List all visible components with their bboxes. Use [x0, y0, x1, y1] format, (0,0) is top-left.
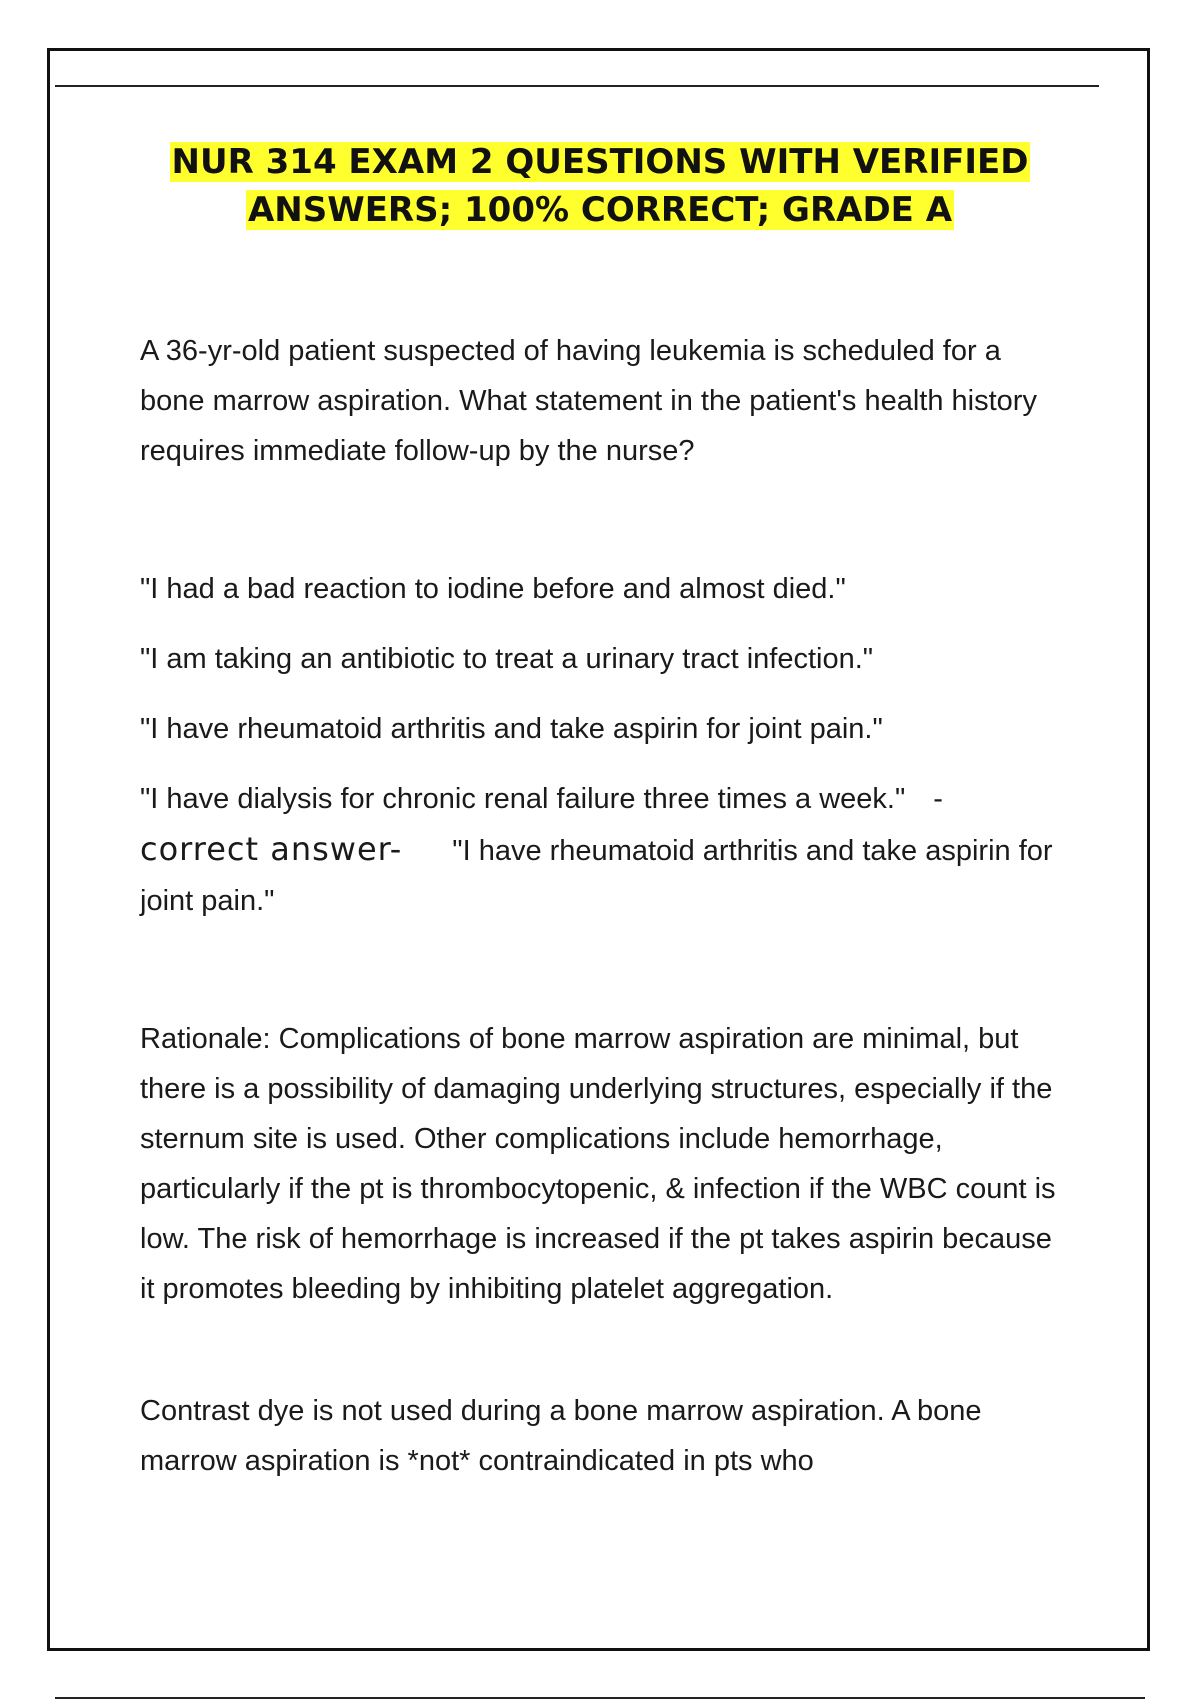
answer-option-4-with-answer — [140, 774, 1065, 926]
title-line-1: NUR 314 EXAM 2 QUESTIONS WITH VERIFIED — [171, 142, 1029, 182]
title-line-2: ANSWERS; 100% CORRECT; GRADE A — [247, 190, 953, 230]
answer-option-2: "I am taking an antibiotic to treat a urinary tract infection." — [140, 643, 874, 675]
question-text: A 36-yr-old patient suspected of having leukemia is scheduled for a bone marrow aspiration. What statement in the patient's health history requires immediate follow-up by the nurse? — [140, 335, 1037, 467]
header-rule — [55, 85, 1099, 87]
answer-option-4: "I have dialysis for chronic renal failure three times a week." — [140, 783, 906, 815]
document-title — [140, 138, 1060, 234]
correct-answer-text: "I have rheumatoid arthritis and take aspirin for joint pain." — [140, 835, 1053, 917]
footer-rule — [55, 1697, 1145, 1699]
answer-option-1: "I had a bad reaction to iodine before and almost died." — [140, 573, 846, 605]
rationale-paragraph: Rationale: Complications of bone marrow aspiration are minimal, but there is a possibility of damaging underlying structures, especially if the sternum site is used. Other complications include hemorrhage, particularly if the pt is thrombocytopenic, & infection if the WBC count is low. The risk of hemorrhage is increased if the pt takes aspirin because it promotes bleeding by inhibiting platelet aggregation. — [140, 1023, 1056, 1305]
contrast-note-paragraph: Contrast dye is not used during a bone marrow aspiration. A bone marrow aspiration is *not* contraindicated in pts who — [140, 1395, 982, 1477]
answer-option-3: "I have rheumatoid arthritis and take aspirin for joint pain." — [140, 713, 883, 745]
correct-answer-label: correct answer- — [140, 830, 403, 868]
answer-separator: - — [933, 783, 943, 815]
